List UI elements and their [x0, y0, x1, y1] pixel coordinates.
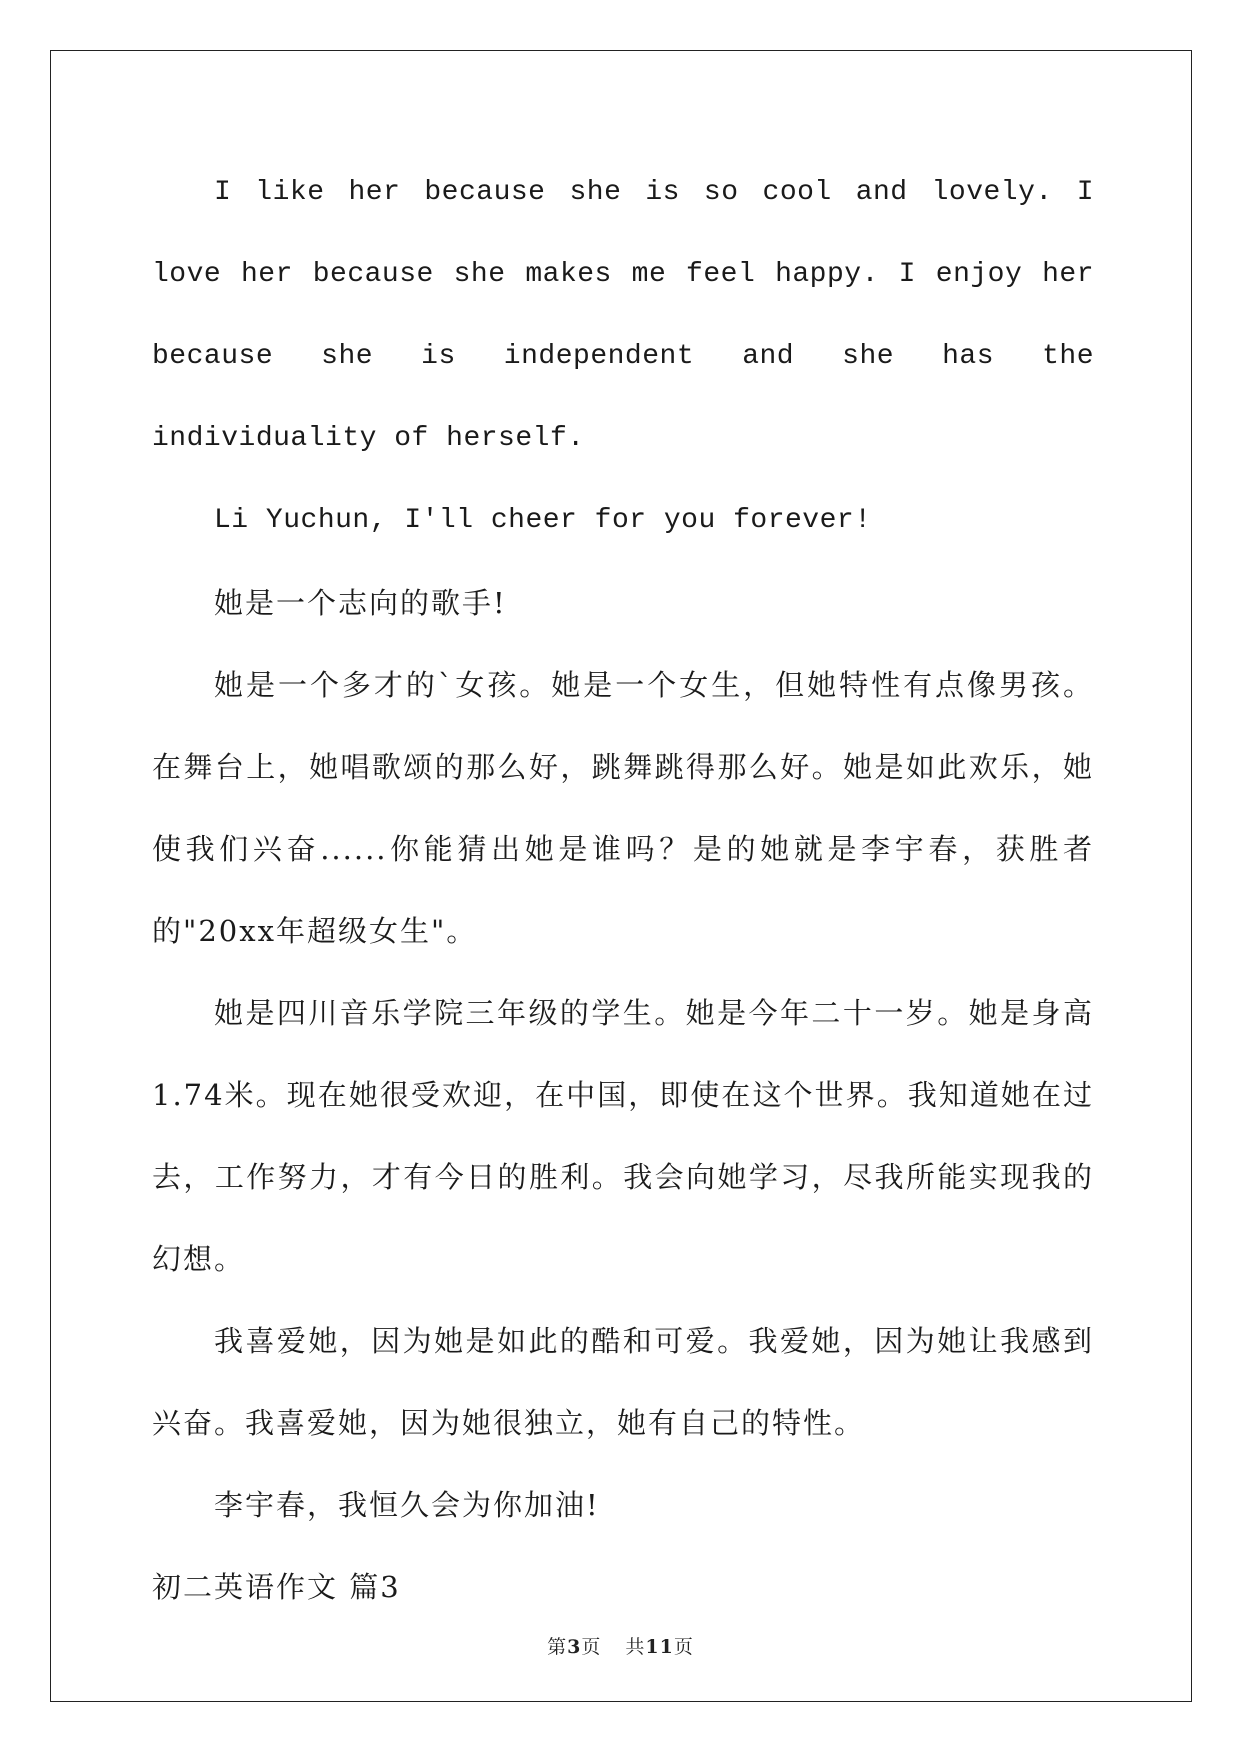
paragraph-chinese-4: 我喜爱她，因为她是如此的酷和可爱。我爱她，因为她让我感到兴奋。我喜爱她，因为她很独立，她有自己的特性。 — [152, 1324, 1094, 1440]
paragraph-chinese-1: 她是一个志向的歌手! — [214, 586, 507, 620]
page-total-number: 11 — [645, 1636, 674, 1658]
paragraph-chinese-5: 李宇春，我恒久会为你加油! — [214, 1488, 600, 1522]
total-prefix: 共 — [625, 1636, 646, 1658]
paragraph-chinese-3: 她是四川音乐学院三年级的学生。她是今年二十一岁。她是身高1.74米。现在她很受欢迎，在中国，即使在这个世界。我知道她在过去，工作努力，才有今日的胜利。我会向她学习，尽我所能实现我的幻想。 — [152, 996, 1094, 1276]
paragraph-chinese-2: 她是一个多才的`女孩。她是一个女生，但她特性有点像男孩。在舞台上，她唱歌颂的那么好，跳舞跳得那么好。她是如此欢乐，她使我们兴奋......你能猜出她是谁吗？是的她就是李宇春，获胜者的"20xx年超级女生"。 — [152, 668, 1094, 948]
section-heading: 初二英语作文 篇3 — [152, 1570, 401, 1604]
page-footer — [0, 1632, 1241, 1659]
paragraph-english-1: I like her because she is so cool and lovely. I love her because she makes me feel happy. I enjoy her because she is independent and she has the individuality of herself. — [152, 177, 1094, 454]
paragraph-english-2: Li Yuchun, I'll cheer for you forever! — [214, 505, 872, 536]
total-suffix: 页 — [673, 1636, 694, 1658]
page-prefix: 第 — [547, 1636, 568, 1658]
page-suffix: 页 — [581, 1636, 602, 1658]
document-body — [152, 152, 1094, 1628]
page-current-number: 3 — [567, 1636, 582, 1658]
